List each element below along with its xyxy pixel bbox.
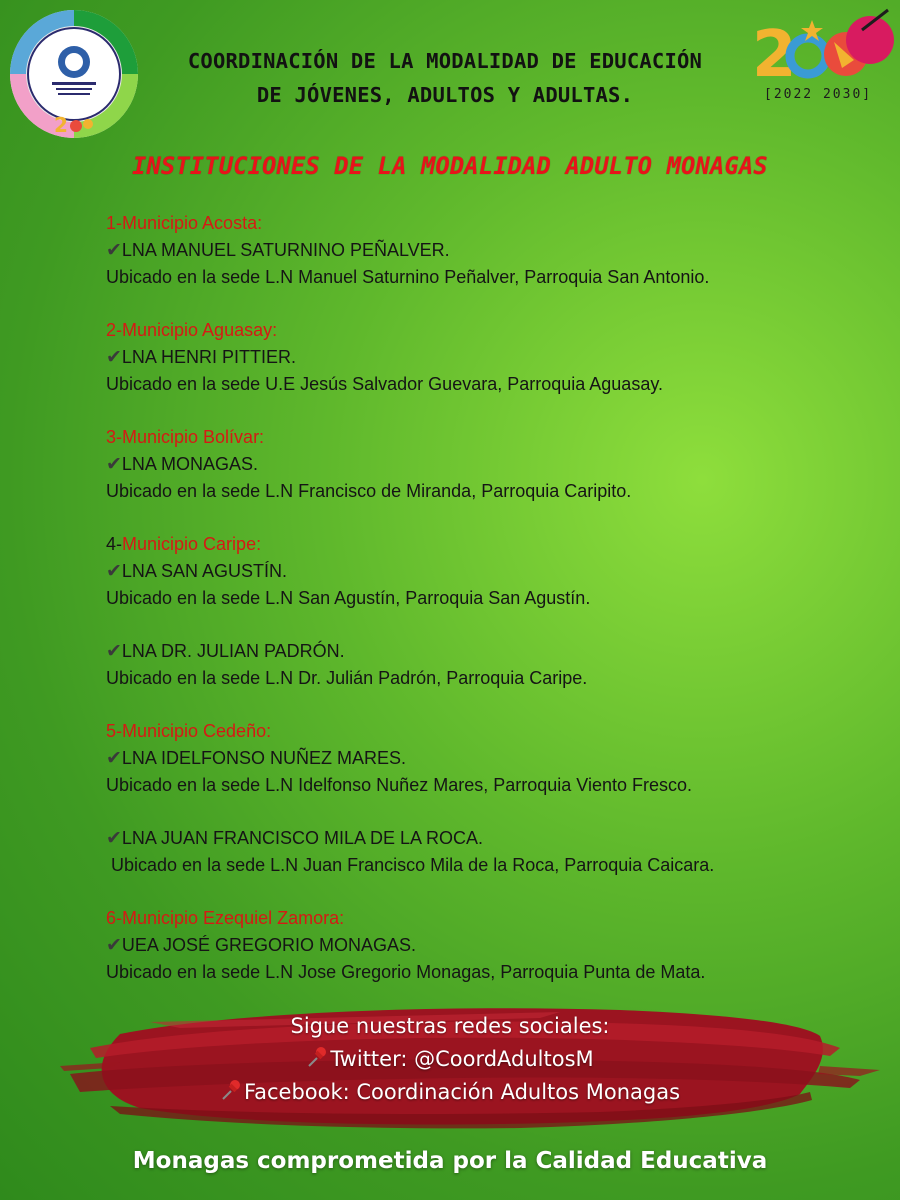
institution-location: Ubicado en la sede L.N Juan Francisco Mila de la Roca, Parroquia Caicara. xyxy=(111,855,715,875)
municipio-label: 3-Municipio Bolívar: xyxy=(106,427,265,447)
institution-location: Ubicado en la sede L.N Idelfonso Nuñez Mares, Parroquia Viento Fresco. xyxy=(106,775,692,795)
pushpin-icon xyxy=(220,1078,244,1102)
check-mark-icon: ✔ xyxy=(106,641,122,662)
bicentenary-logo xyxy=(750,2,900,112)
institution-block-mila-de-la-roca xyxy=(106,825,896,879)
svg-text:2: 2 xyxy=(54,113,68,137)
municipio-block-cedeno xyxy=(106,718,896,799)
municipio-block-caripe xyxy=(106,531,896,612)
municipio-label: 1-Municipio Acosta: xyxy=(106,213,263,233)
check-mark-icon: ✔ xyxy=(106,935,122,956)
pushpin-icon xyxy=(306,1045,330,1069)
institution-location: Ubicado en la sede L.N Dr. Julián Padrón, Parroquia Caripe. xyxy=(106,668,588,688)
municipio-label: 2-Municipio Aguasay: xyxy=(106,320,278,340)
check-mark-icon: ✔ xyxy=(106,240,122,261)
municipio-block-acosta xyxy=(106,210,896,291)
check-mark-icon: ✔ xyxy=(106,828,122,849)
check-mark-icon: ✔ xyxy=(106,454,122,475)
institution-name: ✔LNA SAN AGUSTÍN. xyxy=(106,561,287,582)
municipio-label: 6-Municipio Ezequiel Zamora: xyxy=(106,908,345,928)
twitter-link[interactable] xyxy=(0,1043,900,1076)
institution-block-julian-padron xyxy=(106,638,896,692)
institution-name: ✔UEA JOSÉ GREGORIO MONAGAS. xyxy=(106,935,416,956)
social-links xyxy=(0,1010,900,1109)
institution-name: ✔LNA HENRI PITTIER. xyxy=(106,347,296,368)
title-line-2: DE JÓVENES, ADULTOS Y ADULTAS. xyxy=(256,83,634,107)
municipio-label: 5-Municipio Cedeño: xyxy=(106,721,272,741)
check-mark-icon: ✔ xyxy=(106,748,122,769)
svg-text:2: 2 xyxy=(752,18,797,92)
municipio-block-aguasay xyxy=(106,317,896,398)
institution-location: Ubicado en la sede L.N Francisco de Miranda, Parroquia Caripito. xyxy=(106,481,632,501)
ministry-logo xyxy=(4,4,144,144)
municipio-label: 4-Municipio Caripe: xyxy=(106,534,262,554)
section-heading: INSTITUCIONES DE LA MODALIDAD ADULTO MONAGAS xyxy=(132,152,768,180)
twitter-handle: Twitter: @CoordAdultosM xyxy=(330,1047,594,1071)
svg-text:[2022 2030]: [2022 2030] xyxy=(764,87,873,102)
municipio-block-ezequiel-zamora xyxy=(106,905,896,986)
page-title xyxy=(150,44,740,112)
institution-location: Ubicado en la sede L.N Manuel Saturnino Peñalver, Parroquia San Antonio. xyxy=(106,267,710,287)
institution-name: ✔LNA MANUEL SATURNINO PEÑALVER. xyxy=(106,240,450,261)
institution-location: Ubicado en la sede L.N San Agustín, Parroquia San Agustín. xyxy=(106,588,591,608)
institution-name: ✔LNA IDELFONSO NUÑEZ MARES. xyxy=(106,748,406,769)
social-intro: Sigue nuestras redes sociales: xyxy=(290,1014,610,1038)
institutions-list xyxy=(106,210,896,1012)
institution-name: ✔LNA JUAN FRANCISCO MILA DE LA ROCA. xyxy=(106,828,484,849)
facebook-link[interactable] xyxy=(0,1076,900,1109)
institution-name: ✔LNA MONAGAS. xyxy=(106,454,258,475)
facebook-page: Facebook: Coordinación Adultos Monagas xyxy=(243,1080,681,1104)
title-line-1: COORDINACIÓN DE LA MODALIDAD DE EDUCACIÓN xyxy=(187,49,703,73)
institution-location: Ubicado en la sede L.N Jose Gregorio Monagas, Parroquia Punta de Mata. xyxy=(106,962,706,982)
check-mark-icon: ✔ xyxy=(106,561,122,582)
institution-name: ✔LNA DR. JULIAN PADRÓN. xyxy=(106,641,345,662)
footer-slogan: Monagas comprometida por la Calidad Educativa xyxy=(132,1148,768,1174)
municipio-block-bolivar xyxy=(106,424,896,505)
institution-location: Ubicado en la sede U.E Jesús Salvador Guevara, Parroquia Aguasay. xyxy=(106,374,663,394)
check-mark-icon: ✔ xyxy=(106,347,122,368)
